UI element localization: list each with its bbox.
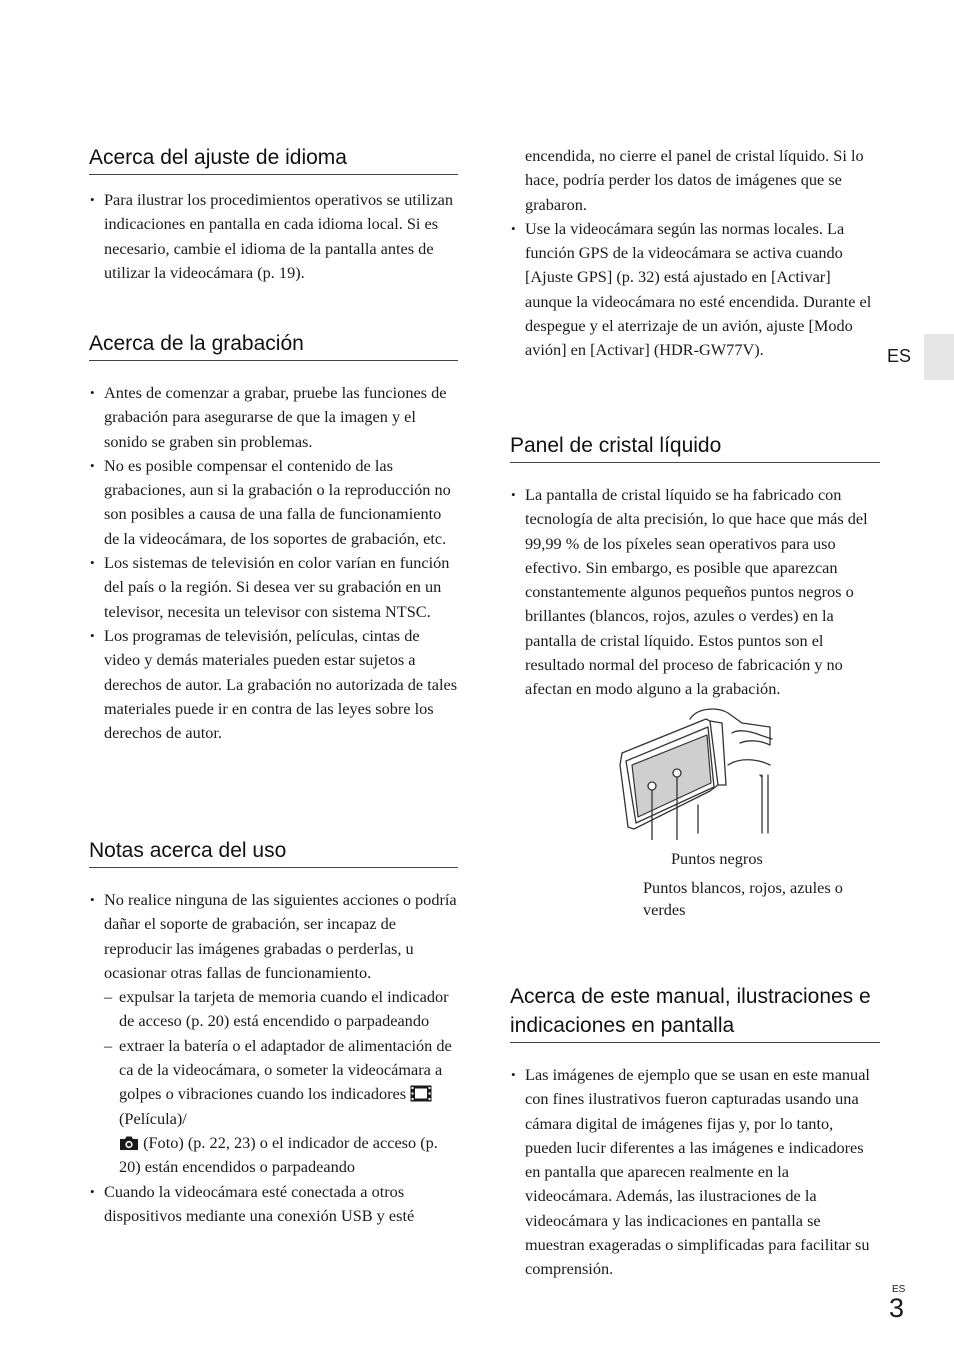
black-dot-marker: [673, 769, 681, 777]
bullet-list-gps: [510, 217, 880, 363]
page-language-code: ES: [892, 1284, 906, 1295]
list-item: • Los programas de televisión, películas, cintas de video y demás materiales pueden estar sujetos a derechos de autor. La grabación no autorizada de tales materiales puede ir en contra de las leyes sobre los derechos de autor.: [90, 625, 458, 743]
bullet-list-grabacion: [89, 381, 458, 745]
bullet-icon: •: [90, 385, 95, 400]
figure-label-black-dots: Puntos negros: [671, 849, 763, 868]
list-item: • Cuando la videocámara esté conectada a otros dispositivos mediante una conexión USB y esté: [90, 1181, 415, 1225]
section-continued: [510, 144, 880, 363]
bullet-list-manual: [510, 1063, 880, 1282]
section-manual: [510, 982, 880, 1282]
dash-item: – expulsar la tarjeta de memoria cuando el indicador de acceso (p. 20) está encendido o parpadeando: [104, 987, 449, 1031]
film-strip-icon: [410, 1085, 432, 1102]
lcd-panel-illustration: [610, 705, 780, 840]
bright-dot-marker: [648, 782, 656, 790]
list-item: • La pantalla de cristal líquido se ha fabricado con tecnología de alta precisión, lo que hace que más del 99,99 % de los píxeles sean operativos para uso efectivo. Sin embargo, es posible que aparezcan constantemente algunos pequeños puntos negros o brillantes (blancos, rojos, azules o verdes) en la pantalla de cristal líquido. Estos puntos son el resultado normal del proceso de fabricación y no afectan en modo alguno a la grabación.: [511, 485, 868, 699]
side-tab-label: ES: [887, 346, 912, 366]
bullet-icon: •: [90, 892, 95, 907]
section-idioma: [89, 143, 458, 285]
bullet-icon: •: [511, 220, 516, 236]
bullet-icon: •: [90, 555, 95, 571]
list-item: • Los sistemas de televisión en color varían en función del país o la región. Si desea ver su grabación en un televisor, necesita un televisor con sistema NTSC.: [90, 553, 450, 621]
bullet-list-idioma: [89, 188, 458, 285]
bullet-icon: •: [511, 1067, 516, 1082]
bullet-icon: •: [90, 627, 95, 643]
section-grabacion: [89, 329, 458, 745]
page-number: 3: [889, 1293, 905, 1323]
bullet-icon: •: [90, 457, 95, 473]
list-item: • No es posible compensar el contenido de las grabaciones, aun si la grabación o la reproducción no son posibles a causa de una falla de funcionamiento de la videocámara, de los soportes de grabación, etc.: [90, 455, 451, 548]
bullet-icon: •: [511, 487, 516, 502]
section-heading-grabacion: Acerca de la grabación: [89, 329, 458, 361]
bullet-icon: •: [90, 192, 95, 207]
figure-label-bright-dots: Puntos blancos, rojos, azules o verdes: [643, 878, 843, 919]
side-tab: [924, 334, 954, 380]
list-item: • Use la videocámara según las normas locales. La función GPS de la videocámara se activa cuando [Ajuste GPS] (p. 32) está ajustado en [Activar] aunque la videocámara no esté encendida. Durante el despegue y el aterrizaje de un avión, ajuste [Modo avión] en [Activar] (HDR-GW77V).: [511, 218, 872, 360]
bullet-list-panel: [510, 483, 880, 702]
section-heading-manual: Acerca de este manual, ilustraciones e indicaciones en pantalla: [510, 982, 880, 1043]
list-item: • Antes de comenzar a grabar, pruebe las funciones de grabación para asegurarse de que la imagen y el sonido se graben sin problemas.: [90, 383, 447, 451]
camera-icon: [119, 1135, 139, 1151]
continued-paragraph: encendida, no cierre el panel de cristal líquido. Si lo hace, podría perder los datos de imágenes que se grabaron.: [525, 146, 864, 214]
section-panel: [510, 431, 880, 702]
section-uso: [89, 836, 458, 1228]
bullet-icon: •: [90, 1183, 95, 1199]
dash-item: – extraer la batería o el adaptador de alimentación de ca de la videocámara, o someter la videocámara a golpes o vibraciones cuando los indicadores (Película)/ (Foto) (p. 22, 23) o el indicador de acceso (p. 20) están encendidos o parpadeando: [104, 1035, 452, 1177]
dash-list: [104, 985, 458, 1179]
bullet-list-uso: [89, 888, 458, 1228]
list-item: • Para ilustrar los procedimientos operativos se utilizan indicaciones en pantalla en cada idioma local. Si es necesario, cambie el idioma de la pantalla antes de utilizar la videocámara (p. 19).: [90, 190, 454, 282]
section-heading-idioma: Acerca del ajuste de idioma: [89, 143, 458, 175]
list-item: • Las imágenes de ejemplo que se usan en este manual con fines ilustrativos fueron capturadas usando una cámara digital de imágenes fijas y, por lo tanto, pueden lucir diferentes a las imágenes e indicadores en pantalla que aparecen realmente en la videocámara. Además, las ilustraciones de la videocámara y las indicaciones en pantalla se muestran exageradas o simplificadas para facilitar su comprensión.: [511, 1065, 870, 1279]
list-item: • No realice ninguna de las siguientes acciones o podría dañar el soporte de grabación, ser incapaz de reproducir las imágenes grabadas o perderlas, u ocasionar otras fallas de funcionamiento. – expulsar la tarjeta de memoria cuando el indicador de acceso (p. 20) está encendido o parpadeando – extraer la batería o el adaptador de alimentación de ca de la videocámara, o someter la videocámara a golpes o vibraciones cuando los indicadores (Película)/ (Foto) (p. 22, 23) o el indicador de acceso (p. 20) están encendidos o parpadeando: [89, 888, 458, 1180]
section-heading-uso: Notas acerca del uso: [89, 836, 458, 868]
section-heading-panel: Panel de cristal líquido: [510, 431, 880, 463]
